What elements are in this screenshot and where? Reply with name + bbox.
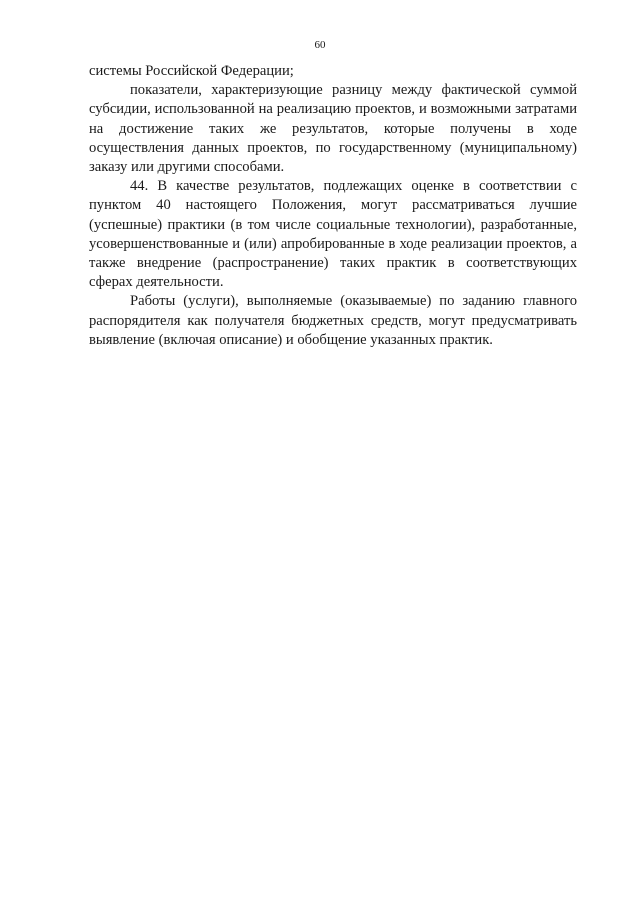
paragraph-item-44: 44. В качестве результатов, подлежащих оценке в соответствии с пунктом 40 настоящего Положения, могут рассматриваться лучшие (успешные) практики (в том числе социальные технологии), разработанные, усовершенствованные и (или) апробированные в ходе реализации проектов, а также внедрение (распространение) таких практик в соответствующих сферах деятельности.	[89, 178, 577, 291]
paragraph-works-services: Работы (услуги), выполняемые (оказываемые) по заданию главного распорядителя как получателя бюджетных средств, могут предусматривать выявление (включая описание) и обобщение указанных практик.	[89, 293, 577, 348]
document-body	[89, 62, 577, 350]
page-number: 60	[314, 39, 326, 51]
paragraph-indicators: показатели, характеризующие разницу между фактической суммой субсидии, использованной на реализацию проектов, и возможными затратами на достижение таких же результатов, которые получены в ходе осуществления данных проектов, по государственному (муниципальному) заказу или другими способами.	[89, 82, 577, 176]
paragraph-continuation: системы Российской Федерации;	[89, 63, 294, 79]
